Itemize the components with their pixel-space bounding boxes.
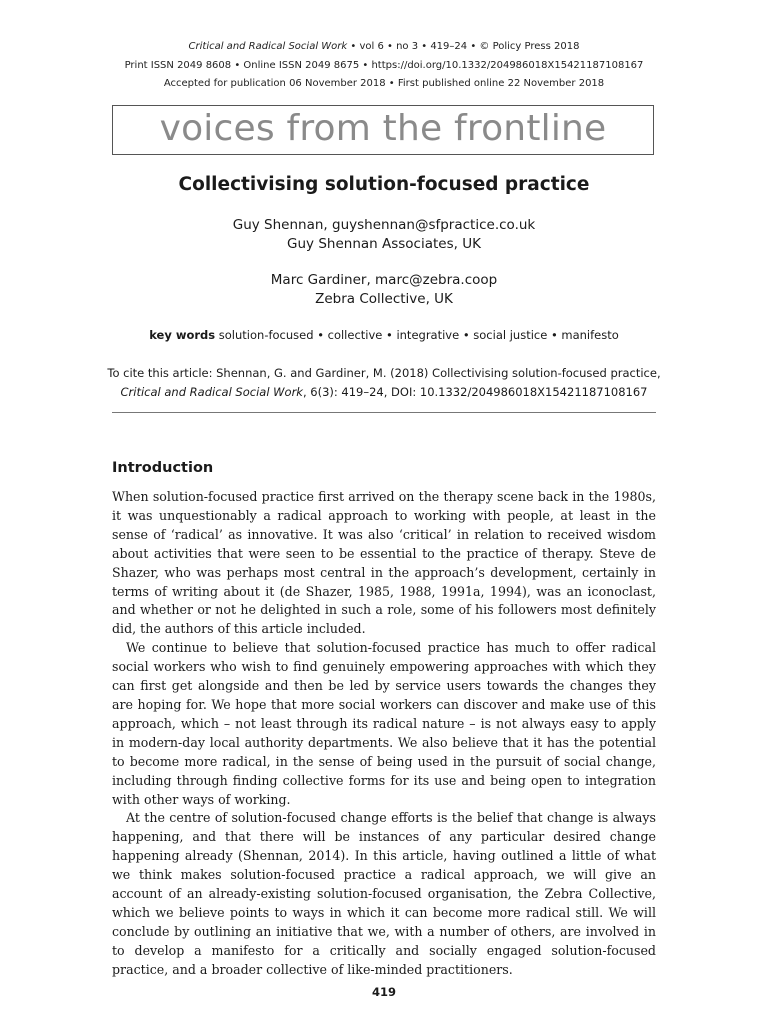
- author-name-email: Marc Gardiner, marc@zebra.coop: [270, 272, 498, 288]
- author-affiliation: Guy Shennan Associates, UK: [287, 236, 481, 252]
- article-body: [112, 488, 656, 980]
- keywords: [0, 328, 768, 342]
- keywords-label: key words: [149, 328, 216, 342]
- section-heading: Introduction: [112, 460, 214, 476]
- page-number: 419: [371, 985, 396, 999]
- divider: [112, 412, 656, 413]
- keywords-list: solution-focused • collective • integrative • social justice • manifesto: [215, 328, 619, 342]
- journal-header: [0, 38, 768, 94]
- journal-name: Critical and Radical Social Work: [188, 41, 348, 52]
- author-block-1: [0, 216, 768, 254]
- article-title: Collectivising solution-focused practice: [178, 174, 590, 195]
- author-block-2: [0, 271, 768, 309]
- paragraph-1: When solution-focused practice first arrived on the therapy scene back in the 1980s, it was unquestionably a radical approach to working with people, at least in the sense of ‘radical’ as innovative. It was also ‘critical’ in relation to received wisdom about activities that were seen to be essential to the practice of therapy. Steve de Shazer, who was perhaps most central in the approach’s development, certainly in terms of writing about it (de Shazer, 1985, 1988, 1991a, 1994), was an iconoclast, and whether or not he delighted in such a role, some of his followers most definitely did, the authors of this article included.: [112, 489, 656, 637]
- journal-info-line: [0, 38, 768, 57]
- citation-line-2: [0, 383, 768, 402]
- publication-dates: Accepted for publication 06 November 2018 • First published online 22 November 2018: [163, 78, 605, 89]
- author-affiliation: Zebra Collective, UK: [315, 291, 453, 307]
- volume-info: • vol 6 • no 3 • 419–24 • © Policy Press 2018: [347, 41, 580, 52]
- paragraph-2: We continue to believe that solution-focused practice has much to offer radical social workers who wish to find genuinely empowering approaches with which they can first get alongside and then be led by service users towards the changes they are hoping for. We hope that more social workers can discover and make use of this approach, which – not least through its radical nature – is not always easy to apply in modern-day local authority departments. We also believe that it has the potential to become more radical, in the sense of being used in the pursuit of social change, including through finding collective forms for its use and being open to integration with other ways of working.: [112, 640, 656, 807]
- banner-text: voices from the frontline: [159, 108, 607, 149]
- section-banner: [112, 105, 654, 155]
- citation-line-1: To cite this article: Shennan, G. and Gardiner, M. (2018) Collectivising solution-focused practice,: [107, 366, 661, 380]
- citation-journal: Critical and Radical Social Work: [120, 384, 303, 399]
- paragraph-3: At the centre of solution-focused change efforts is the belief that change is always happening, and that there will be instances of any particular desired change happening already (Shennan, 2014). In this article, having outlined a little of what we think makes solution-focused practice a radical approach, we will give an account of an already-existing solution-focused organisation, the Zebra Collective, which we believe points to ways in which it can become more radical still. We will conclude by outlining an initiative that we, with a number of others, are involved in to develop a manifesto for a critically and socially engaged solution-focused practice, and a broader collective of like-minded practitioners.: [112, 810, 656, 977]
- citation-details: , 6(3): 419–24, DOI: 10.1332/204986018X15421187108167: [302, 384, 648, 399]
- citation-block: [0, 364, 768, 401]
- author-name-email: Guy Shennan, guyshennan@sfpractice.co.uk: [232, 217, 536, 233]
- issn-line: Print ISSN 2049 8608 • Online ISSN 2049 8675 • https://doi.org/10.1332/204986018X15421187108167: [124, 59, 644, 71]
